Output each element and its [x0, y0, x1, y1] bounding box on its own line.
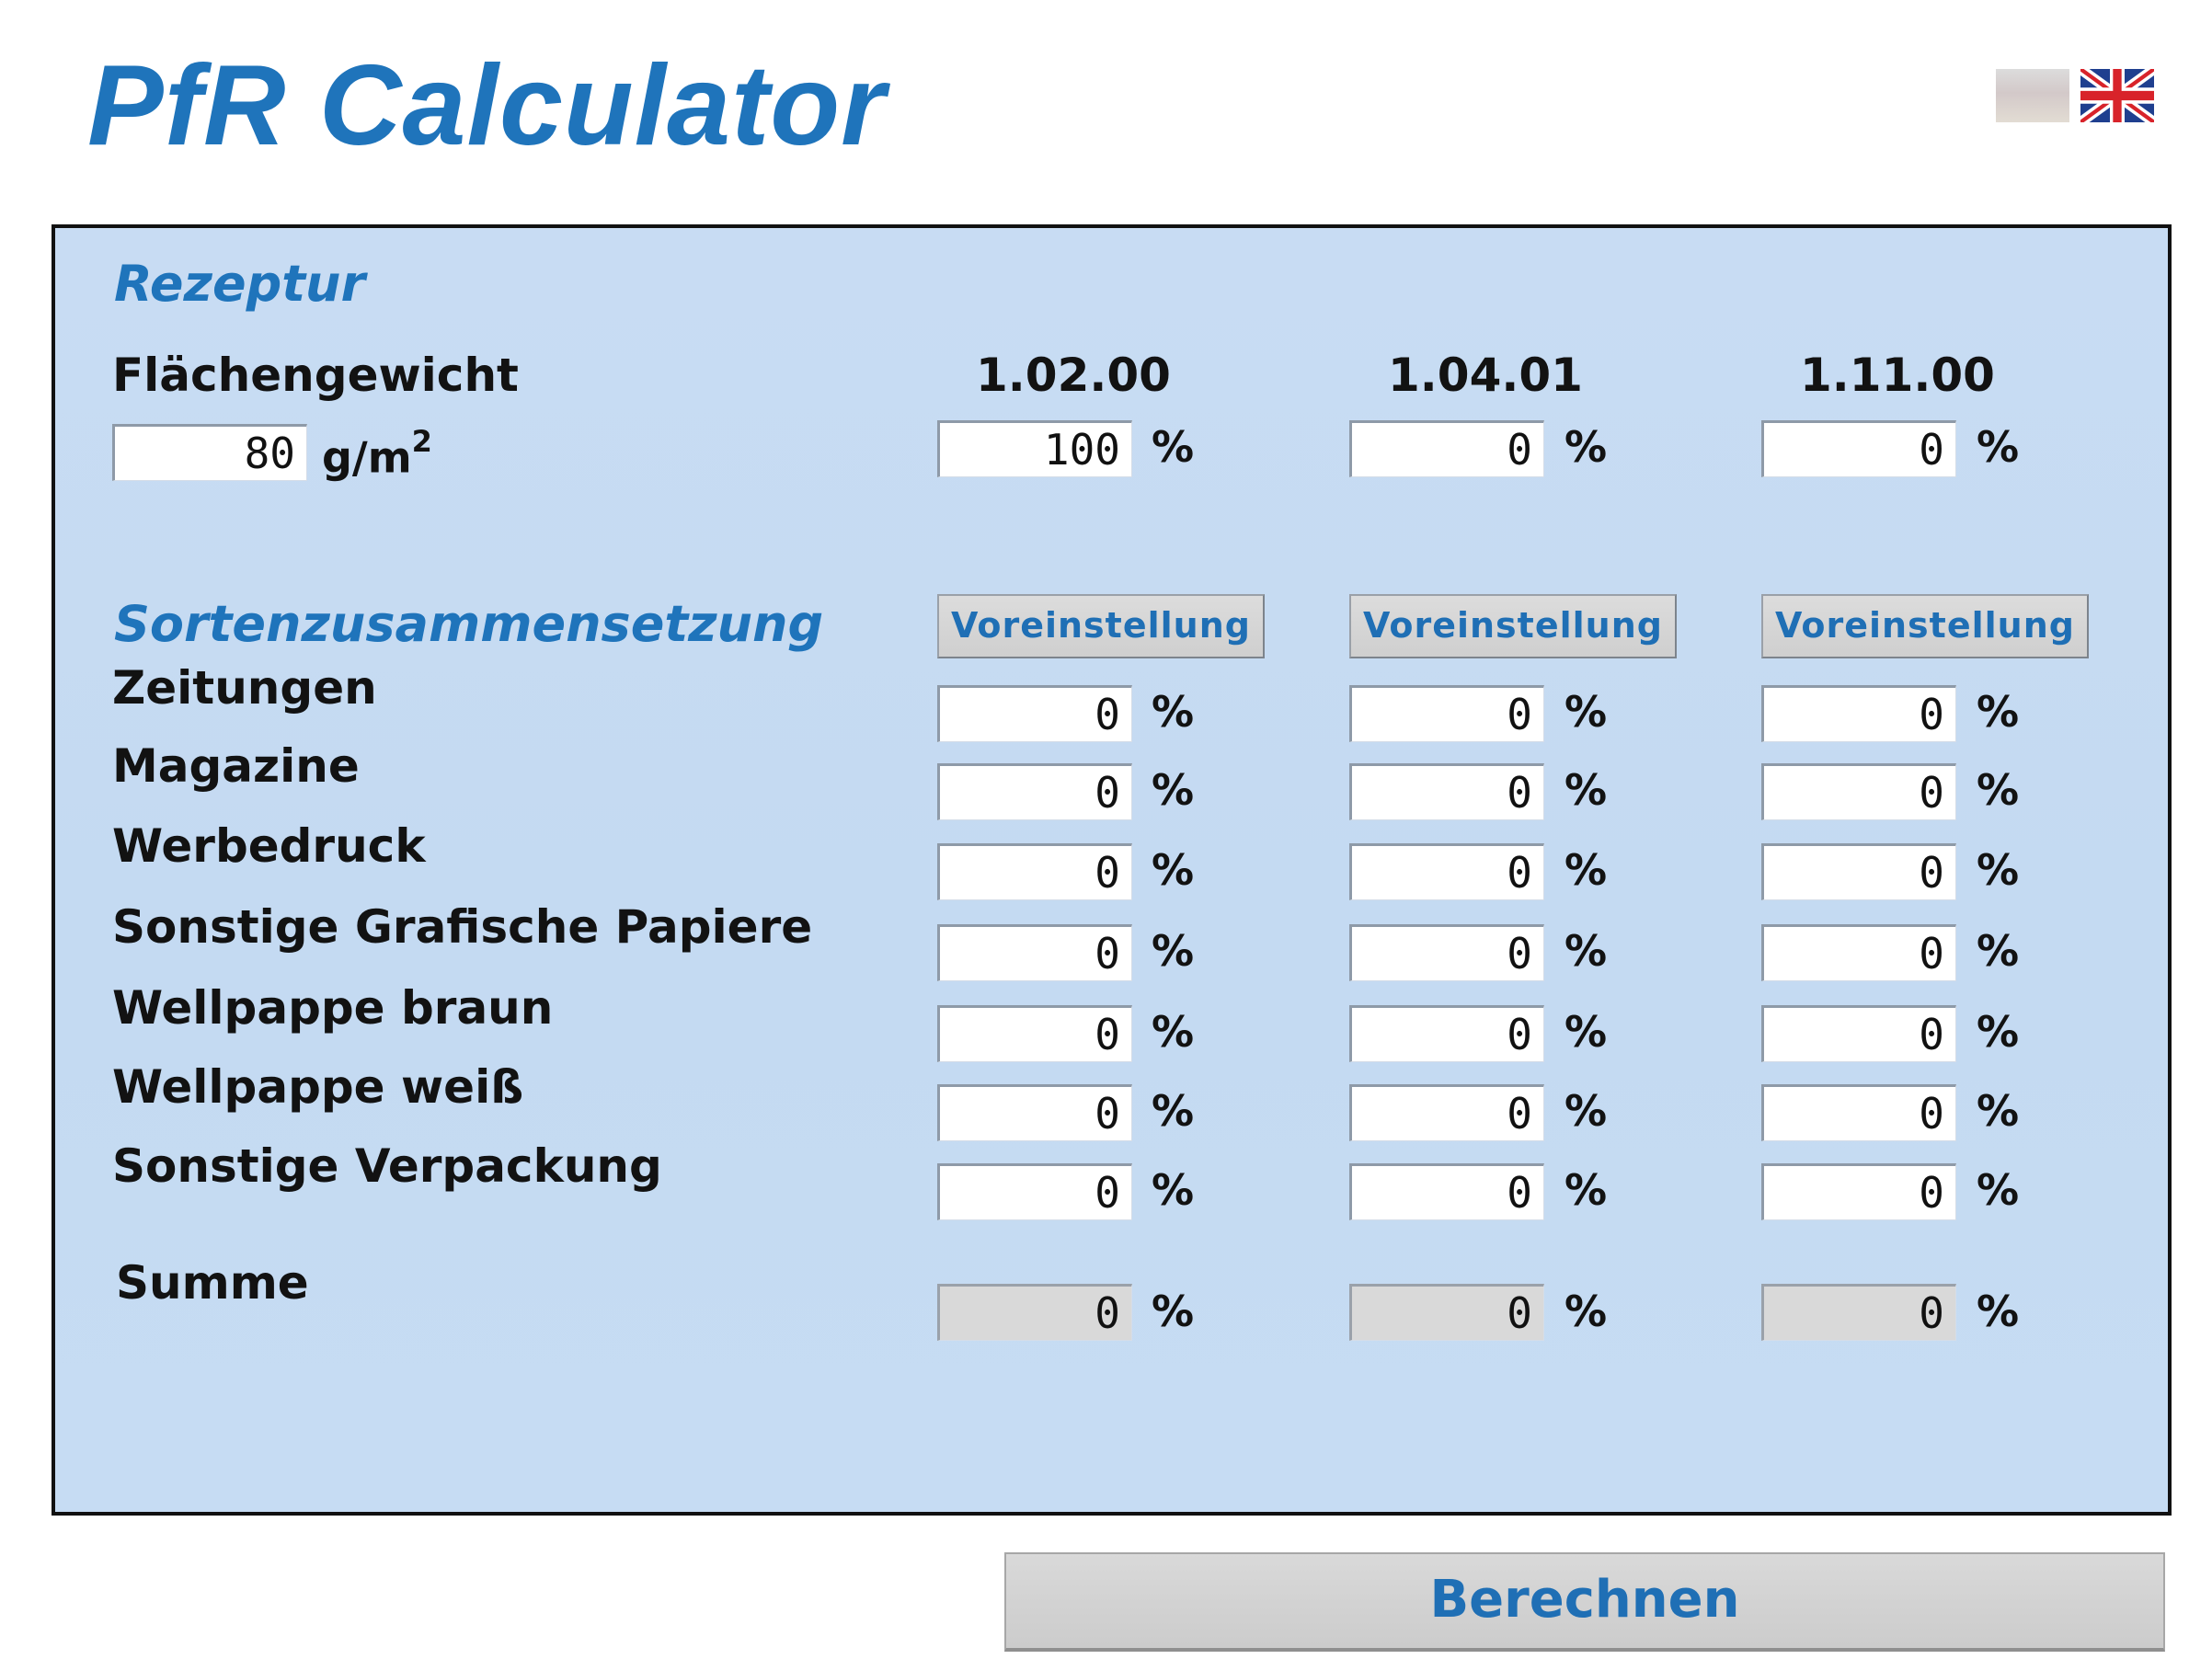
preset-button-2[interactable]: Voreinstellung — [1349, 594, 1677, 658]
recipe-percent-input-2[interactable] — [1349, 420, 1544, 477]
composition-input[interactable] — [937, 685, 1132, 742]
percent-unit: % — [1977, 422, 2020, 472]
calculate-button[interactable]: Berechnen — [1004, 1552, 2165, 1652]
percent-unit: % — [1564, 845, 1608, 895]
composition-input[interactable] — [1761, 1163, 1956, 1220]
composition-input[interactable] — [937, 924, 1132, 981]
composition-input[interactable] — [1761, 763, 1956, 820]
percent-unit: % — [1152, 926, 1195, 976]
sum-field-1 — [937, 1284, 1132, 1341]
composition-input[interactable] — [1761, 924, 1956, 981]
percent-unit: % — [1564, 765, 1608, 815]
percent-unit: % — [1152, 1165, 1195, 1215]
percent-unit: % — [1977, 1287, 2020, 1336]
percent-unit: % — [1564, 422, 1608, 472]
percent-unit: % — [1152, 765, 1195, 815]
composition-input[interactable] — [1349, 1005, 1544, 1062]
composition-row-label: Magazine — [112, 739, 360, 793]
grammage-input[interactable] — [112, 424, 307, 481]
sum-field-3 — [1761, 1284, 1956, 1341]
recipe-percent-input-3[interactable] — [1761, 420, 1956, 477]
percent-unit: % — [1977, 687, 2020, 737]
composition-input[interactable] — [1349, 763, 1544, 820]
app-title: PfR Calculator — [87, 42, 887, 169]
percent-unit: % — [1564, 1287, 1608, 1336]
percent-unit: % — [1564, 1086, 1608, 1136]
composition-input[interactable] — [1349, 1163, 1544, 1220]
preset-button-1[interactable]: Voreinstellung — [937, 594, 1265, 658]
sum-field-2 — [1349, 1284, 1544, 1341]
composition-input[interactable] — [937, 843, 1132, 900]
composition-row-label: Sonstige Grafische Papiere — [112, 900, 813, 954]
german-flag-icon[interactable] — [1996, 69, 2069, 122]
percent-unit: % — [1564, 687, 1608, 737]
composition-input[interactable] — [937, 1005, 1132, 1062]
composition-input[interactable] — [937, 1163, 1132, 1220]
percent-unit: % — [1977, 845, 2020, 895]
percent-unit: % — [1977, 1086, 2020, 1136]
composition-input[interactable] — [1349, 924, 1544, 981]
grammage-unit — [322, 419, 432, 485]
percent-unit: % — [1152, 1287, 1195, 1336]
percent-unit: % — [1152, 845, 1195, 895]
percent-unit: % — [1152, 687, 1195, 737]
composition-row-label: Zeitungen — [112, 661, 377, 715]
composition-input[interactable] — [1761, 1084, 1956, 1141]
composition-input[interactable] — [937, 763, 1132, 820]
composition-input[interactable] — [1349, 843, 1544, 900]
composition-row-label: Wellpappe weiß — [112, 1060, 524, 1114]
percent-unit: % — [1977, 926, 2020, 976]
composition-input[interactable] — [1349, 1084, 1544, 1141]
composition-section-title: Sortenzusammensetzung — [114, 595, 824, 653]
column-header-1: 1.02.00 — [976, 349, 1171, 402]
percent-unit: % — [1152, 1007, 1195, 1057]
composition-row-label: Werbedruck — [112, 819, 426, 873]
percent-unit: % — [1977, 765, 2020, 815]
grammage-unit-exponent: 2 — [411, 424, 432, 459]
composition-input[interactable] — [1761, 843, 1956, 900]
column-header-2: 1.04.01 — [1388, 349, 1583, 402]
recipe-percent-input-1[interactable] — [937, 420, 1132, 477]
preset-button-3[interactable]: Voreinstellung — [1761, 594, 2089, 658]
grammage-unit-text: g/m — [322, 432, 412, 483]
composition-input[interactable] — [1761, 685, 1956, 742]
uk-flag-icon[interactable] — [2080, 69, 2154, 122]
composition-input[interactable] — [1761, 1005, 1956, 1062]
percent-unit: % — [1152, 1086, 1195, 1136]
percent-unit: % — [1564, 926, 1608, 976]
column-header-3: 1.11.00 — [1800, 349, 1995, 402]
calculator-panel — [52, 224, 2172, 1516]
percent-unit: % — [1564, 1007, 1608, 1057]
grammage-label: Flächengewicht — [112, 349, 519, 402]
composition-row-label: Wellpappe braun — [112, 981, 554, 1035]
recipe-section-title: Rezeptur — [114, 255, 366, 313]
percent-unit: % — [1977, 1007, 2020, 1057]
percent-unit: % — [1977, 1165, 2020, 1215]
percent-unit: % — [1564, 1165, 1608, 1215]
composition-input[interactable] — [937, 1084, 1132, 1141]
sum-label: Summe — [116, 1256, 309, 1310]
composition-row-label: Sonstige Verpackung — [112, 1139, 662, 1193]
percent-unit: % — [1152, 422, 1195, 472]
composition-input[interactable] — [1349, 685, 1544, 742]
